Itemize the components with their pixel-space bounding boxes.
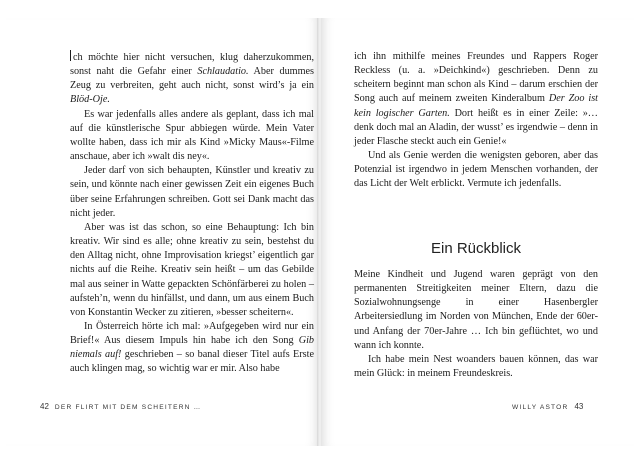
page-number: 42 — [40, 402, 49, 411]
section-heading: Ein Rückblick — [430, 240, 522, 257]
paragraph: Und als Genie werden die wenigsten geboren, aber das Potenzial ist irgendwo in jedem Menschen vorhanden, der das Licht der Welt erblickt. Vermute ich jedenfalls. — [354, 150, 598, 190]
right-page — [322, 18, 634, 446]
italic-title: Der Zoo ist kein logischer Garten. — [354, 93, 598, 119]
paragraph: Jeder darf von sich behaupten, Künstler und kreativ zu sein, und könnte nach einer gewissen Zeit ein eigenes Buch über seine Erfahrungen schreiben. Gott sei Dank macht das nicht jeder. — [70, 165, 314, 219]
dropcap-i-mark — [70, 50, 71, 61]
right-page-body — [354, 50, 598, 192]
italic-title: Schlaudatio. — [197, 66, 249, 78]
paragraph: Meine Kindheit und Jugend waren geprägt von den permanenten Streitigkeiten meiner Eltern, dazu die Sozialwohnungsenge in einer Hasenbergler Arbeitersiedlung im Norden von München, Ende der 60er- und Anfang der 70er-Jahre … Ich bin geflüchtet, wo und wann ich konnte. — [354, 269, 598, 351]
paragraph: ch möchte hier nicht versuchen, klug daherzukommen, sonst naht die Gefahr einer Schlaudatio. Aber dummes Zeug zu verbreiten, geht auch nicht, sonst wird’s ja ein Blöd-Oje. — [70, 52, 314, 106]
paragraph: Es war jedenfalls alles andere als geplant, dass ich mal auf die künstlerische Spur abbiegen würde. Mein Vater wollte haben, dass ich mir als Kind »Micky Maus«-Filme anschaue, aber ich »walt dis ney«. — [70, 108, 314, 163]
running-title: DER FLIRT MIT DEM SCHEITERN … — [54, 404, 202, 411]
left-page-body — [70, 50, 314, 377]
running-title: WILLY ASTOR — [512, 404, 569, 411]
right-page-footer — [512, 402, 583, 411]
paragraph: Ich habe mein Nest woanders bauen können, das war mein Glück: in meinem Freundeskreis. — [354, 353, 598, 380]
paragraph: Aber was ist das schon, so eine Behauptung: Ich bin kreativ. Wir sind es alle; ohne kreativ zu sein, bestehst du den Alltag nicht, ohne Improvisation kriegst’ eigentlich gar nichts auf die Reihe. Kreativ sein heißt – um das Gebilde mal aus seiner in Watte gepackten Schönfärberei zu holen – aufsteh’n, wenn du hinfällst, und dann, um aus einem Buch von Konstantin Wecker zu zitieren, »besser scheitern«. — [70, 221, 314, 318]
right-page-body-section — [354, 268, 598, 381]
left-page-footer — [40, 402, 201, 411]
paragraph: ich ihn mithilfe meines Freundes und Rappers Roger Reckless (u. a. »Deichkind«) geschrieben. Denn zu scheitern beginnt man schon als Kind – darum erschien der Song auch auf meinem zweiten Kinderalbum Der Zoo ist kein logischer Garten. Dort heißt es in einer Zeile: »… denk doch mal an Aladin, der wusst’ es irgendwie – denn in jeder Flasche steckt auch ein Genie!« — [354, 51, 598, 147]
page-number: 43 — [574, 402, 584, 411]
italic-title: Gib niemals auf! — [70, 335, 314, 361]
book-spread — [6, 18, 634, 446]
paragraph: In Österreich hörte ich mal: »Aufgegeben wird nur ein Brief!« Aus diesem Impuls hin habe ich den Song Gib niemals auf! geschrieben – so banal dieser Titel aufs Erste auch klingen mag, so wichtig war er mir. Also habe — [70, 320, 314, 375]
italic-title: Blöd-Oje. — [70, 94, 110, 106]
left-page — [6, 18, 318, 446]
